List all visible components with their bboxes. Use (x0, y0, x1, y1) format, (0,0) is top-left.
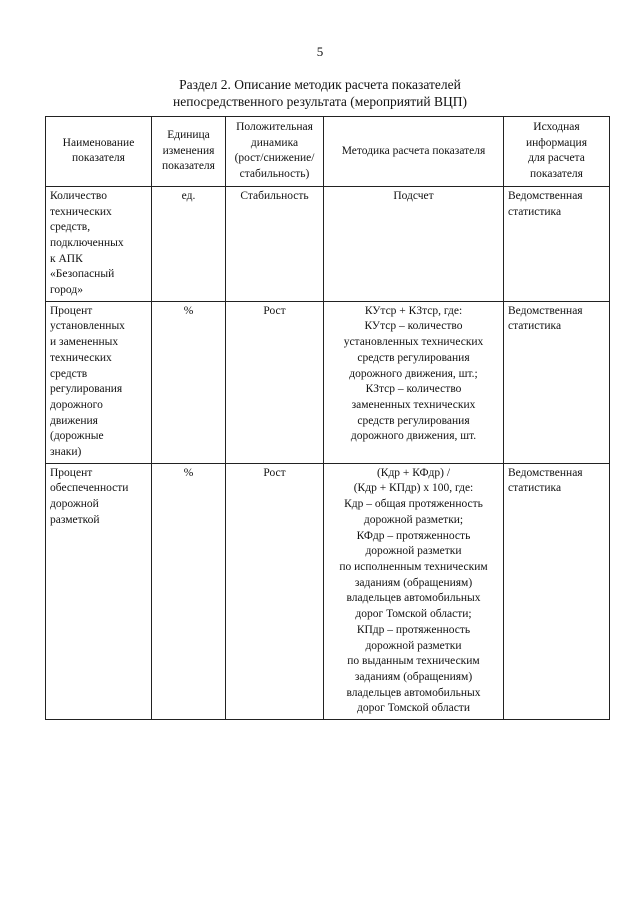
indicator-name-cell: Процент установленных и замененных технических средств регулирования дорожного движения (дорожные знаки) (46, 301, 152, 463)
dynamics-cell: Рост (226, 301, 324, 463)
page-number: 5 (316, 44, 324, 59)
method-cell: Подсчет (324, 186, 504, 301)
dynamics-cell: Рост (226, 463, 324, 719)
dynamics-cell: Стабильность (226, 186, 324, 301)
table-header-row (46, 117, 610, 187)
source-cell: Ведомственная статистика (504, 186, 610, 301)
indicators-table (45, 116, 610, 720)
section-title-line-1: Раздел 2. Описание методик расчета показателей (179, 77, 461, 92)
table-row (46, 186, 610, 301)
header-indicator-name: Наименование показателя (46, 117, 152, 187)
method-cell: КУтср + КЗтср, где: КУтср – количество установленных технических средств регулирования дорожного движения, шт.; КЗтср – количество замененных технических средств регулирования дорожного движения, шт. (324, 301, 504, 463)
table-row (46, 463, 610, 719)
source-cell: Ведомственная статистика (504, 463, 610, 719)
header-dynamics: Положительная динамика (рост/снижение/ стабильность) (226, 117, 324, 187)
header-method: Методика расчета показателя (324, 117, 504, 187)
header-unit: Единица изменения показателя (152, 117, 226, 187)
indicator-name-cell: Процент обеспеченности дорожной разметкой (46, 463, 152, 719)
source-cell: Ведомственная статистика (504, 301, 610, 463)
method-cell: (Кдр + КФдр) / (Кдр + КПдр) х 100, где: Кдр – общая протяженность дорожной разметки; КФдр – протяженность дорожной разметки по исполненным техническим заданиям (обращениям) владельцев автомобильных дорог Томской области; КПдр – протяженность дорожной разметки по выданным техническим заданиям (обращениям) владельцев автомобильных дорог Томской области (324, 463, 504, 719)
table-row (46, 301, 610, 463)
header-source: Исходная информация для расчета показателя (504, 117, 610, 187)
section-title-line-2: непосредственного результата (мероприятий ВЦП) (173, 94, 467, 109)
indicator-name-cell: Количество технических средств, подключенных к АПК «Безопасный город» (46, 186, 152, 301)
section-title (0, 76, 640, 110)
unit-cell: ед. (152, 186, 226, 301)
unit-cell: % (152, 463, 226, 719)
unit-cell: % (152, 301, 226, 463)
